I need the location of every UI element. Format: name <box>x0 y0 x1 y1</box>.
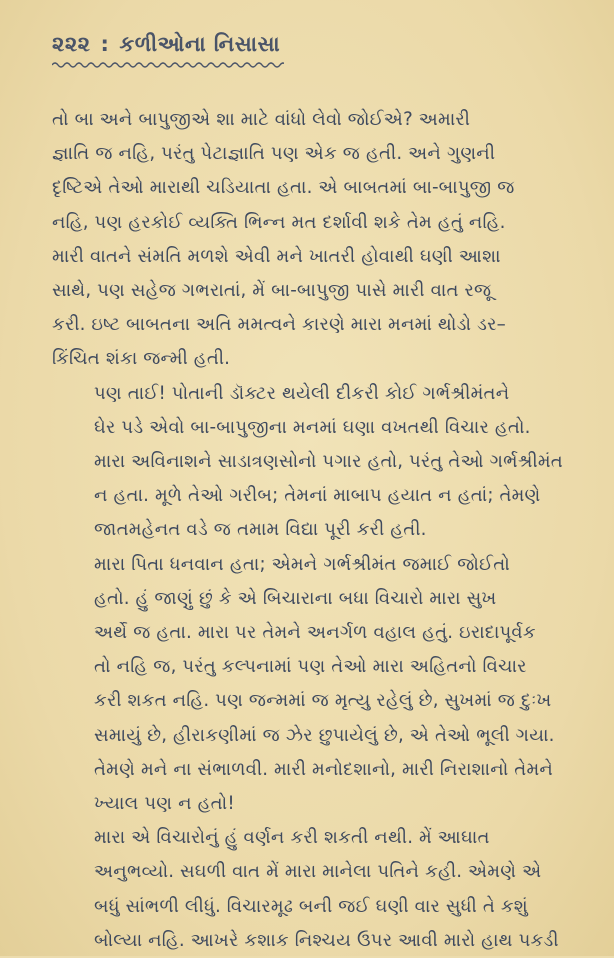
text-line: તો બા અને બાપુજીએ શા માટે વાંધો લેવો જોઈએ? અમારી <box>52 109 471 130</box>
text-line: તેમણે મને ના સંભાળવી. મારી મનોદશાનો, મારી નિરાશાનો તેમને <box>94 758 554 780</box>
text-line: બધું સાંભળી લીધું. વિચારમૂઢ બની જઈ ઘણી વાર સુધી તે કશું <box>94 895 528 917</box>
text-line: મારા અવિનાશને સાડાત્રણસોનો પગાર હતો, પરંતુ તેઓ ગર્ભશ્રીમંત <box>94 451 563 473</box>
text-line: બોલ્યા નહિ. આખરે કશાક નિશ્ચય ઉપર આવી મારો હાથ પકડી <box>94 929 559 951</box>
text-line: કરી. ઇષ્ટ બાબતના અતિ મમત્વને કારણે મારા મનમાં થોડો ડર– <box>52 314 506 336</box>
book-title: કળીઓના નિસાસા <box>119 32 281 56</box>
text-line: નહિ, પણ હરકોઈ વ્યક્તિ ભિન્ન મત દર્શાવી શકે તેમ હતું નહિ. <box>52 211 506 233</box>
text-line: જ્ઞાતિ જ નહિ, પરંતુ પેટાજ્ઞાતિ પણ એક જ હતી. અને ગુણની <box>52 143 496 165</box>
paragraph <box>52 103 572 377</box>
text-line: સમાયું છે, હીરાકણીમાં જ ઝેર છુપાયેલું છે, એ તેઓ ભૂલી ગયા. <box>94 724 555 746</box>
text-line: દૃષ્ટિએ તેઓ મારાથી ચડિયાતા હતા. એ બાબતમાં બા-બાપુજી જ <box>52 177 515 199</box>
running-header <box>52 32 572 57</box>
text-line: મારા પિતા ધનવાન હતા; એમને ગર્ભશ્રીમંત જમાઈ જોઈતો <box>94 553 510 575</box>
text-line: કરી શકત નહિ. પણ જન્મમાં જ મૃત્યુ રહેલું છે, સુખમાં જ દુઃખ <box>94 690 552 712</box>
paragraph <box>52 821 572 958</box>
wavy-header-rule <box>52 61 284 69</box>
text-line: મારા એ વિચારોનું હું વર્ણન કરી શકતી નથી. મેં આઘાત <box>94 827 490 849</box>
text-line: હતો. હું જાણું છું કે એ બિચારાના બધા વિચારો મારા સુખ <box>94 587 497 609</box>
text-line: ન હતા. મૂળે તેઓ ગરીબ; તેમનાં માબાપ હયાત ન હતાં; તેમણે <box>94 485 541 507</box>
text-line: સાથે, પણ સહેજ ગભરાતાં, મેં બા-બાપુજી પાસે મારી વાત રજૂ <box>52 280 492 302</box>
text-line: પણ તાઈ! પોતાની ડૉક્ટર થયેલી દીકરી કોઈ ગર્ભશ્રીમંતને <box>94 382 510 404</box>
text-line: મારી વાતને સંમતિ મળશે એવી મને ખાતરી હોવાથી ઘણી આશા <box>52 245 501 267</box>
text-line: કિંચિત શંકા જન્મી હતી. <box>52 348 231 370</box>
body-text <box>52 103 572 958</box>
page-number: ૨૨૨ <box>52 32 91 56</box>
paragraph <box>52 548 572 822</box>
text-line: ઘેર પડે એવો બા-બાપુજીના મનમાં ઘણા વખતથી વિચાર હતો. <box>94 416 531 438</box>
text-line: તો નહિ જ, પરંતુ કલ્પનામાં પણ તેઓ મારા અહિતનો વિચાર <box>94 656 527 678</box>
text-line: અર્થે જ હતા. મારા પર તેમને અનર્ગળ વહાલ હતું. ઇરાદાપૂર્વક <box>94 622 536 644</box>
paragraph <box>52 377 572 548</box>
text-line: અનુભવ્યો. સઘળી વાત મેં મારા માનેલા પતિને કહી. એમણે એ <box>94 861 542 883</box>
header-separator: : <box>100 32 110 56</box>
text-line: ખ્યાલ પણ ન હતો! <box>94 793 235 815</box>
text-line: જાતમહેનત વડે જ તમામ વિદ્યા પૂરી કરી હતી. <box>94 519 427 541</box>
